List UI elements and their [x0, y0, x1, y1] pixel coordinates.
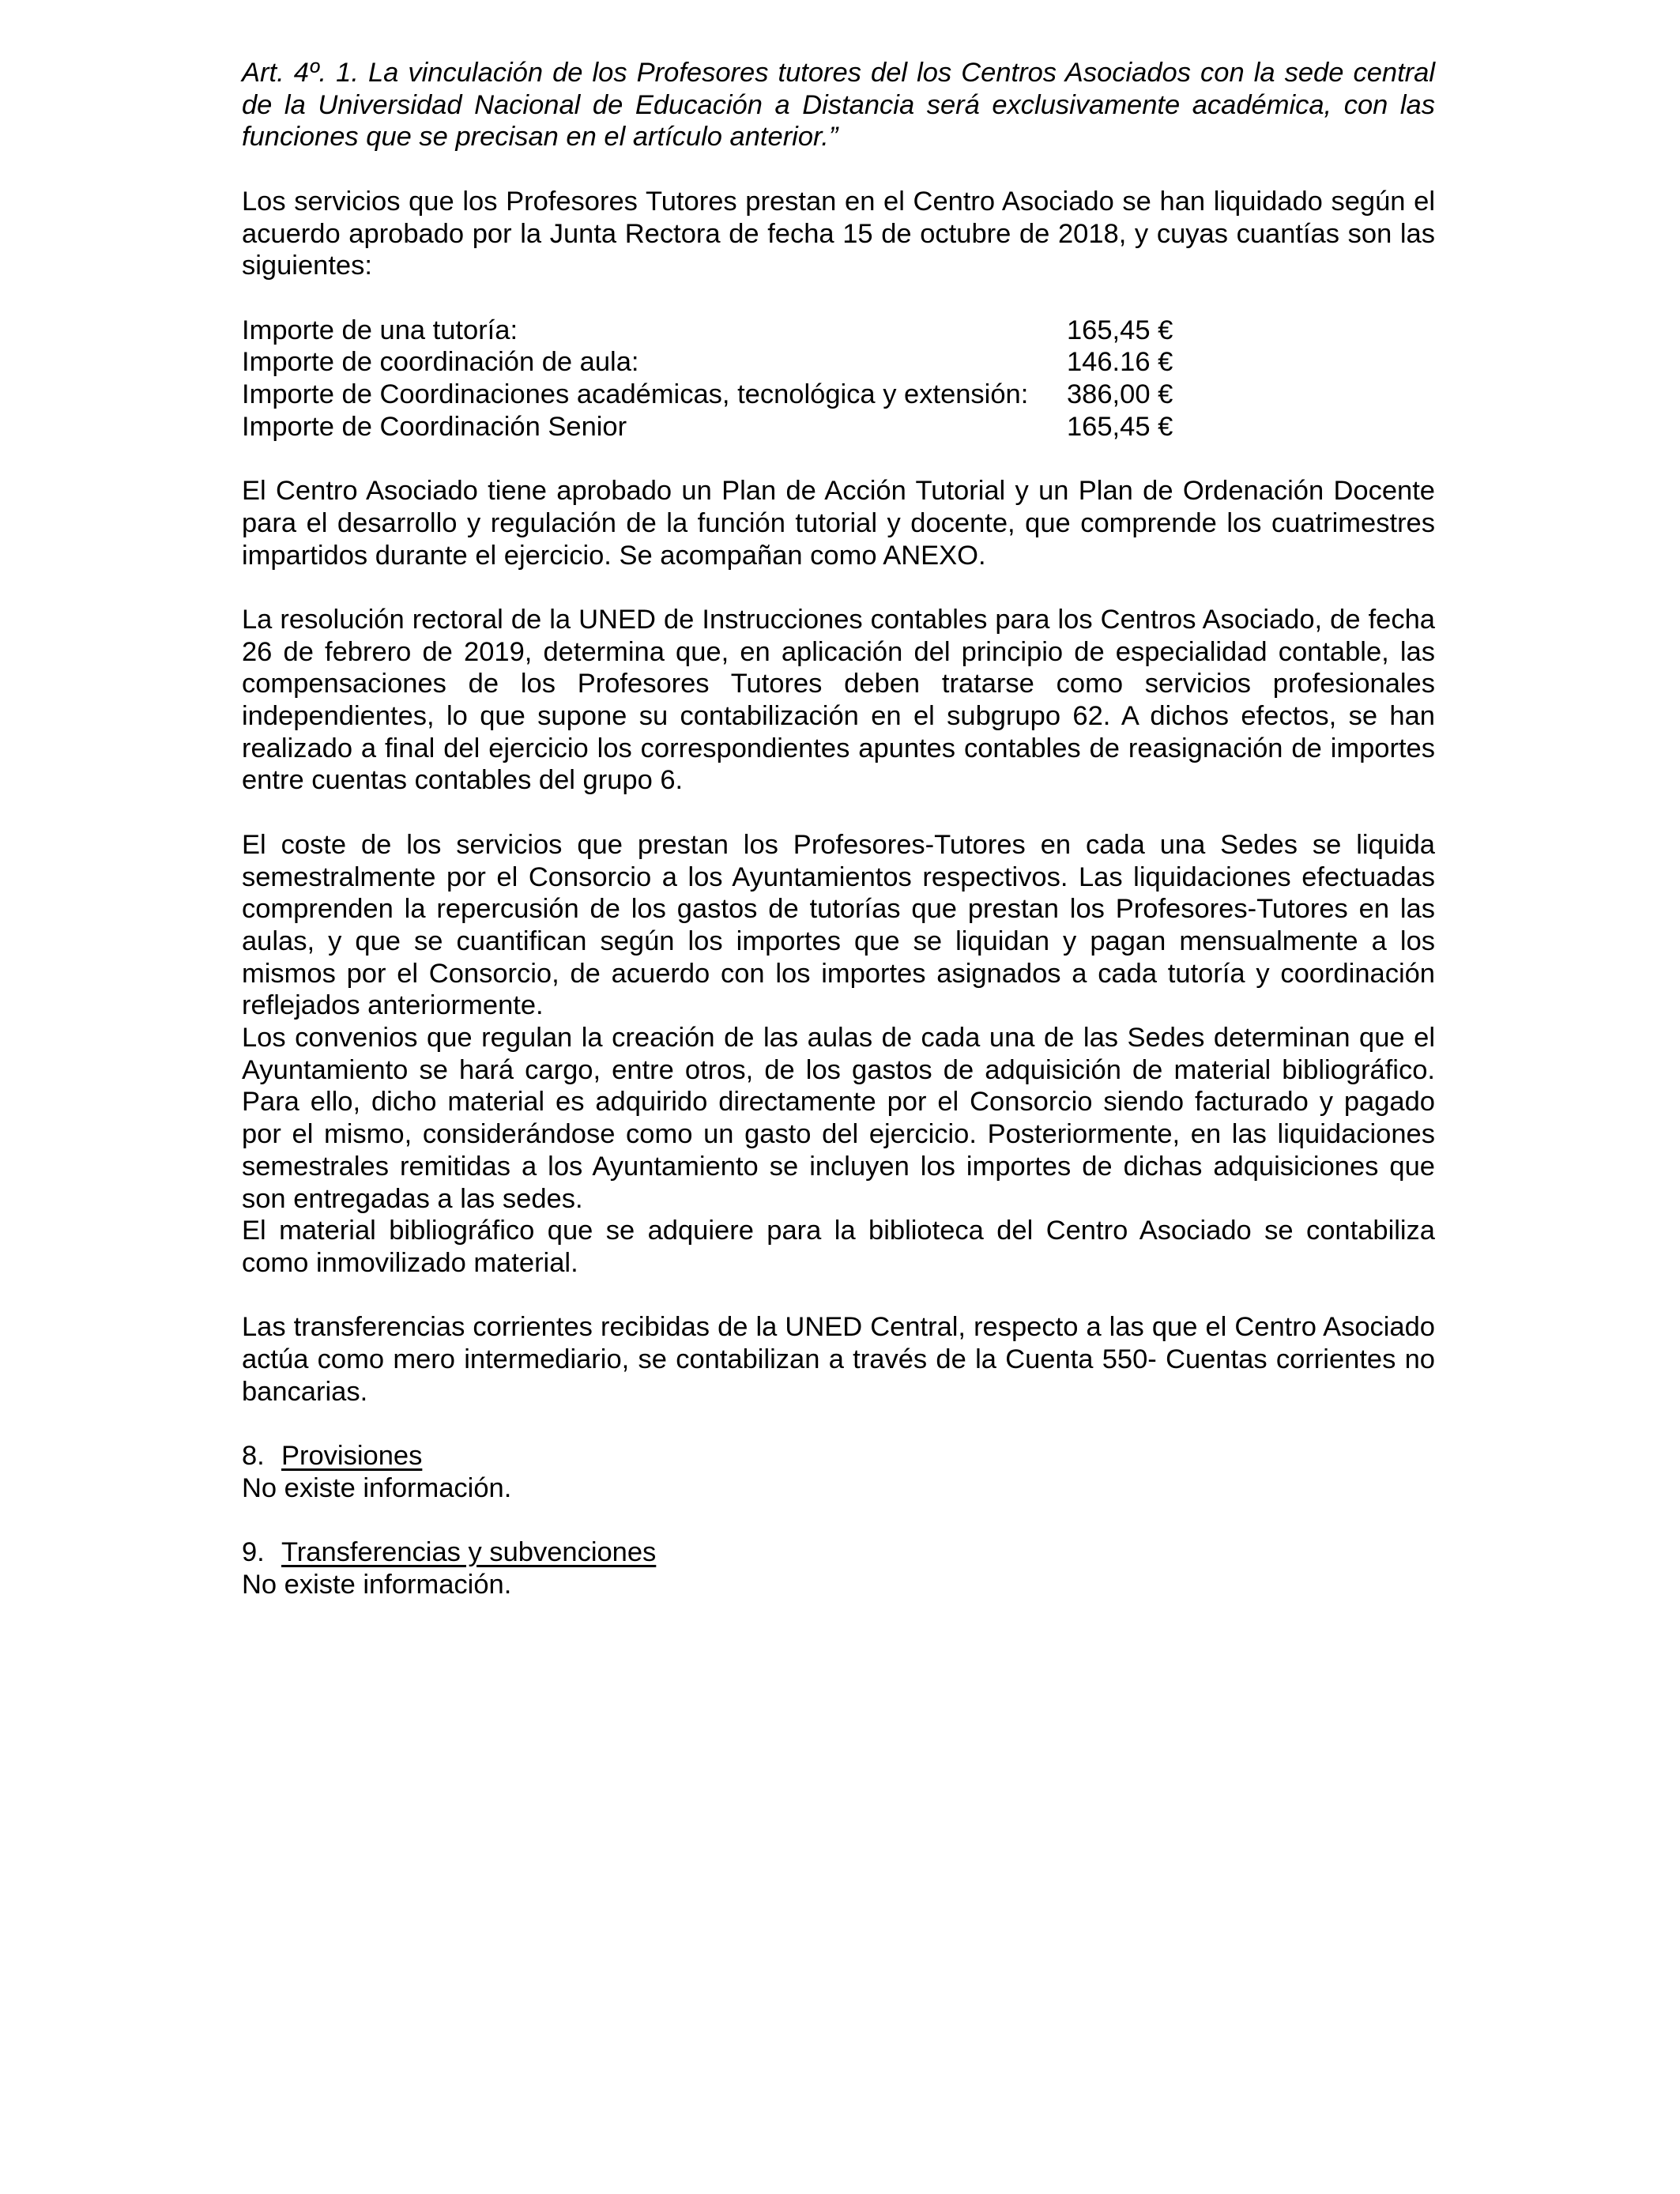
section-body: No existe información. [242, 1569, 512, 1600]
fee-row [242, 346, 1435, 379]
fee-amount: 165,45 € [1067, 315, 1173, 345]
fee-label: Importe de Coordinación Senior [242, 411, 627, 442]
section-body: No existe información. [242, 1472, 512, 1503]
fee-label: Importe de Coordinaciones académicas, tecnológica y extensión: [242, 379, 1029, 409]
fee-label: Importe de coordinación de aula: [242, 347, 639, 378]
transfers-paragraph: Las transferencias corrientes recibidas de la UNED Central, respecto a las que el Centro Asociado actúa como mero intermediario, se contabilizan a través de la Cuenta 550- Cuentas corrientes no bancarias. [242, 1312, 1435, 1407]
section-title: Transferencias y subvenciones [281, 1537, 657, 1568]
section-heading-provisiones [242, 1440, 1435, 1472]
bibliographic-material-paragraph: El material bibliográfico que se adquiere para la biblioteca del Centro Asociado se contabiliza como inmovilizado material. [242, 1216, 1435, 1278]
fee-amount: 165,45 € [1067, 411, 1173, 442]
fee-label: Importe de una tutoría: [242, 315, 518, 345]
section-heading-transferencias [242, 1536, 1435, 1569]
fee-amount: 386,00 € [1067, 379, 1173, 409]
convenios-paragraph: Los convenios que regulan la creación de las aulas de cada una de las Sedes determinan que el Ayuntamiento se hará cargo, entre otros, de los gastos de adquisición de material bibliográfico. Para ello, dicho material es adquirido directamente por el Consorcio siendo facturado y pagado por el mismo, considerándose como un gasto del ejercicio. Posteriormente, en las liquidaciones semestrales remitidas a los Ayuntamiento se incluyen los importes de dichas adquisiciones que son entregadas a las sedes. [242, 1023, 1435, 1214]
fee-row [242, 411, 1435, 443]
fee-list [242, 315, 1435, 443]
service-cost-paragraph: El coste de los servicios que prestan los Profesores-Tutores en cada una Sedes se liquida semestralmente por el Consorcio a los Ayuntamientos respectivos. Las liquidaciones efectuadas comprenden la repercusión de los gastos de tutorías que prestan los Profesores-Tutores en las aulas, y que se cuantifican según los importes que se liquidan y pagan mensualmente a los mismos por el Consorcio, de acuerdo con los importes asignados a cada tutoría y coordinación reflejados anteriormente. [242, 829, 1435, 1021]
section-number: 9. [242, 1537, 265, 1568]
document-page [242, 57, 1435, 1633]
fee-amount: 146.16 € [1067, 347, 1173, 378]
section-title: Provisiones [281, 1441, 423, 1472]
tutor-services-paragraph: Los servicios que los Profesores Tutores prestan en el Centro Asociado se han liquidado según el acuerdo aprobado por la Junta Rectora de fecha 15 de octubre de 2018, y cuyas cuantías son las siguientes: [242, 186, 1435, 281]
section-number: 8. [242, 1441, 265, 1472]
fee-row [242, 315, 1435, 347]
fee-row [242, 379, 1435, 411]
article-quote: Art. 4º. 1. La vinculación de los Profesores tutores del los Centros Asociados con la sede central de la Universidad Nacional de Educación a Distancia será exclusivamente académica, con las funciones que se precisan en el artículo anterior.” [242, 58, 1435, 153]
tutorial-plan-paragraph: El Centro Asociado tiene aprobado un Plan de Acción Tutorial y un Plan de Ordenación Docente para el desarrollo y regulación de la función tutorial y docente, que comprende los cuatrimestres impartidos durante el ejercicio. Se acompañan como ANEXO. [242, 476, 1435, 571]
rector-resolution-paragraph: La resolución rectoral de la UNED de Instrucciones contables para los Centros Asociado, de fecha 26 de febrero de 2019, determina que, en aplicación del principio de especialidad contable, las compensaciones de los Profesores Tutores deben tratarse como servicios profesionales independientes, lo que supone su contabilización en el subgrupo 62. A dichos efectos, se han realizado a final del ejercicio los correspondientes apuntes contables de reasignación de importes entre cuentas contables del grupo 6. [242, 604, 1435, 796]
